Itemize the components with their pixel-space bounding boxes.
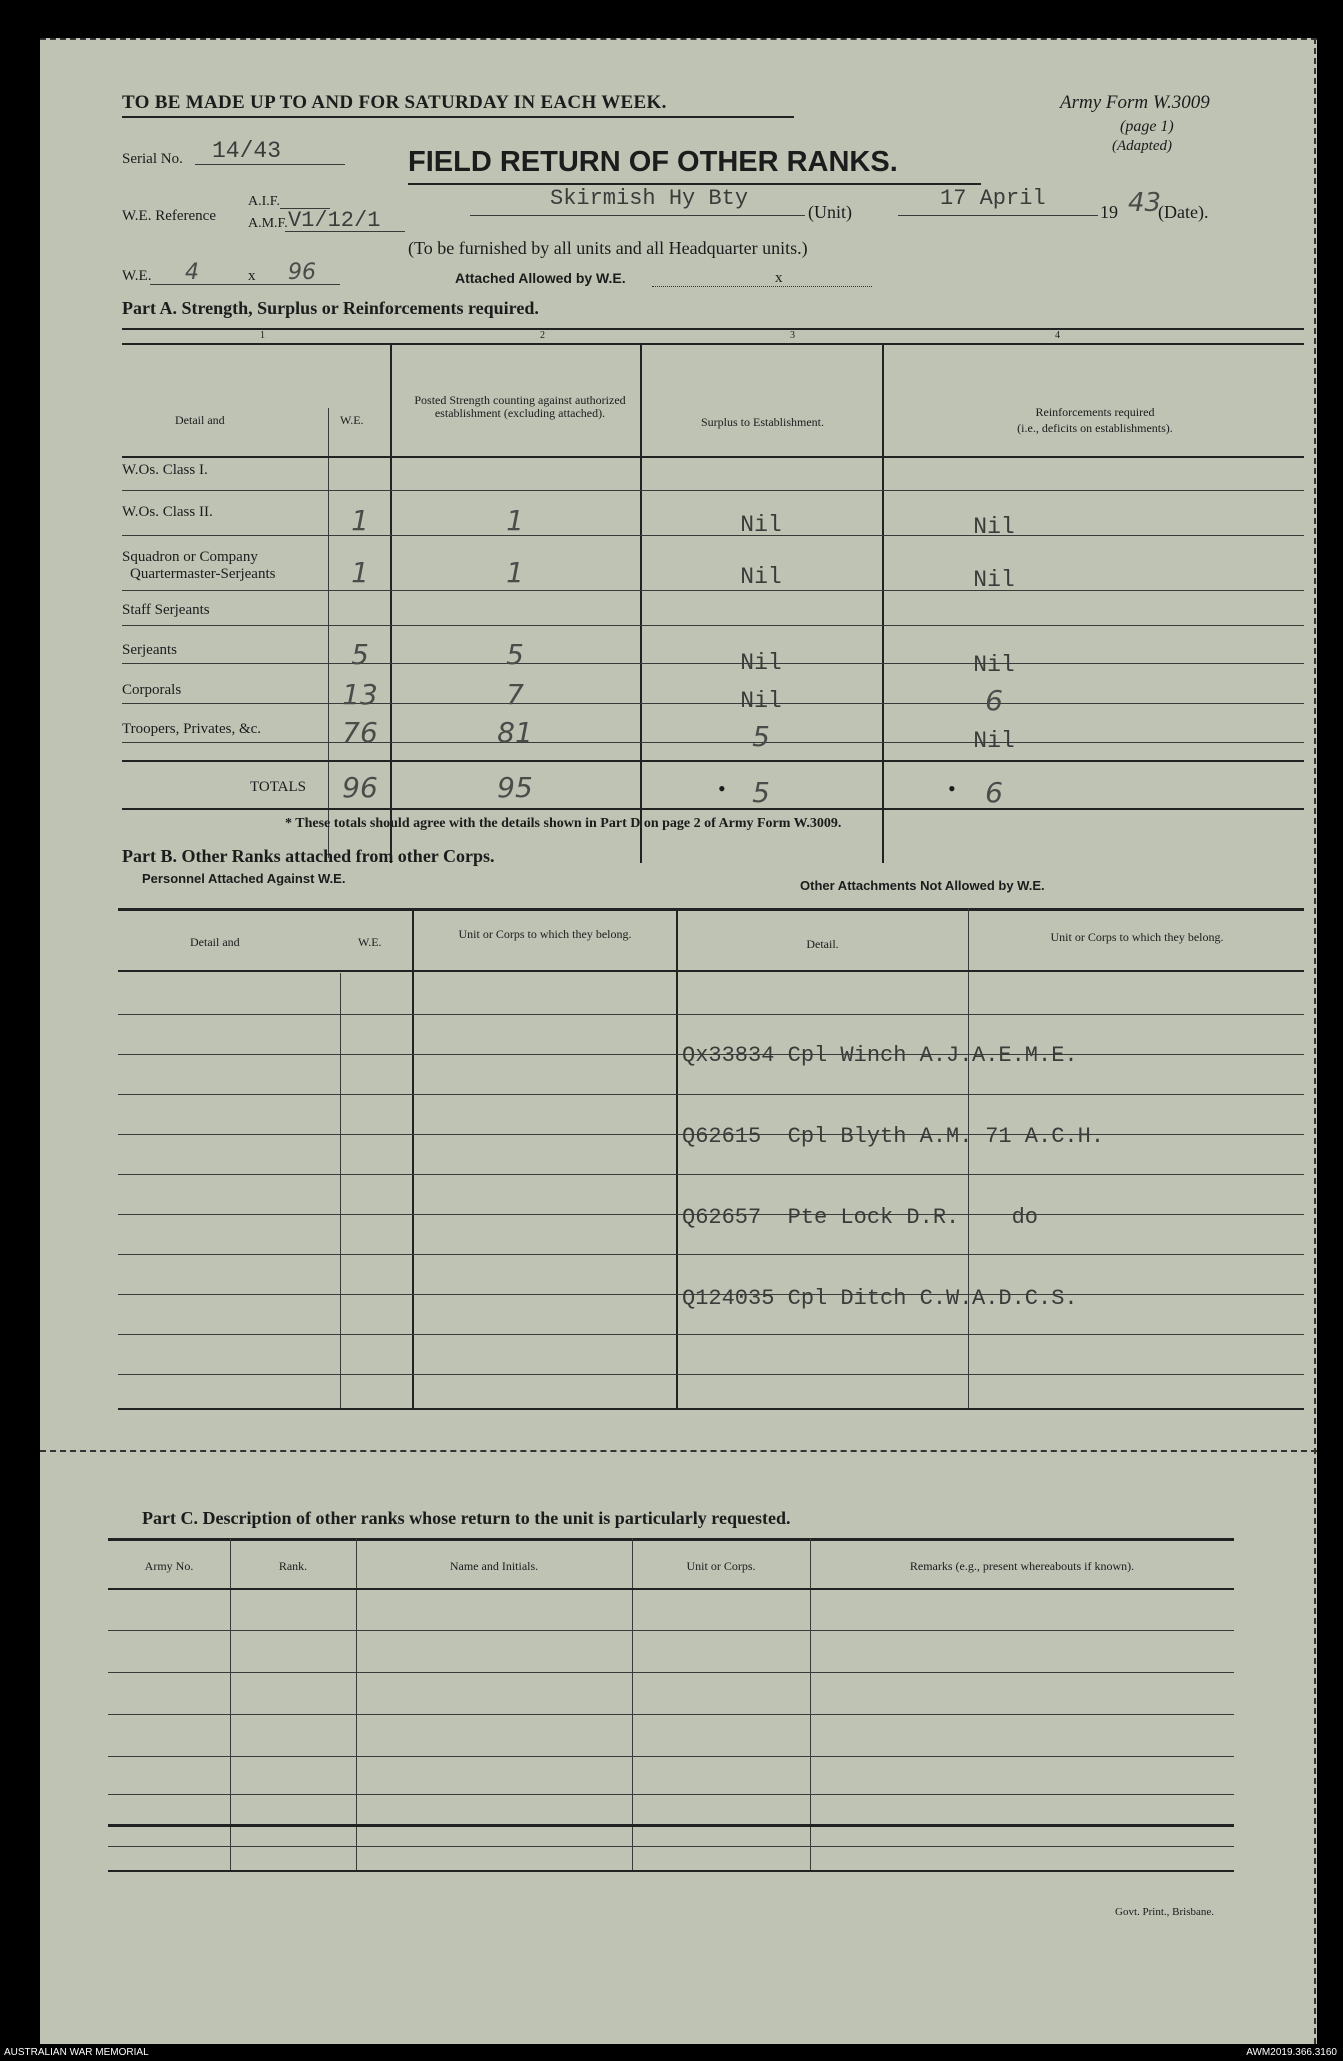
part-c-thick-rule xyxy=(108,1824,1234,1827)
row-label-corporals: Corporals xyxy=(122,682,182,698)
date-label: (Date). xyxy=(1158,202,1209,222)
cell-reinforcements: Nil xyxy=(973,514,1015,540)
col-header-detail: Detail and xyxy=(175,413,225,427)
row-line xyxy=(108,1630,1234,1631)
part-a-heading: Part A. Strength, Surplus or Reinforcements required. xyxy=(122,298,539,318)
unit-value: Skirmish Hy Bty xyxy=(550,186,749,211)
footer-left: AUSTRALIAN WAR MEMORIAL xyxy=(4,2047,149,2058)
part-c-top-rule xyxy=(108,1538,1234,1541)
we-reference-label: W.E. Reference xyxy=(122,208,216,224)
row-line xyxy=(108,1794,1234,1795)
row-line xyxy=(108,1714,1234,1715)
cell-posted-total: 95 xyxy=(497,771,533,804)
header-instruction: TO BE MADE UP TO AND FOR SATURDAY IN EACH WEEK. xyxy=(122,92,667,113)
part-b-heading: Part B. Other Ranks attached from other Corps. xyxy=(122,846,495,866)
adapted-note: (Adapted) xyxy=(1112,138,1172,154)
cell-we: 76 xyxy=(342,716,378,749)
part-c-header-rank: Rank. xyxy=(278,1559,308,1573)
page-ref: (page 1) xyxy=(1120,118,1174,135)
cell-surplus: Nil xyxy=(740,688,782,714)
part-a-num-rule xyxy=(122,343,1304,345)
row-label-serjeants: Serjeants xyxy=(122,642,177,658)
part-b-sub-left: Personnel Attached Against W.E. xyxy=(142,871,346,886)
row-label-cqms-1: Squadron or Company xyxy=(122,549,258,565)
attachment-unit: A.E.M.E. xyxy=(972,1043,1078,1068)
unit-line xyxy=(470,215,805,216)
cell-posted: 5 xyxy=(506,638,524,671)
col-num-1: 1 xyxy=(260,330,265,341)
attachment-detail: Q124035 Cpl Ditch C.W. xyxy=(682,1286,973,1311)
we-label: W.E. xyxy=(122,268,152,284)
row-label-totals: TOTALS xyxy=(250,779,307,795)
col-header-surplus: Surplus to Establishment. xyxy=(701,415,824,429)
right-perforation xyxy=(1314,38,1316,2044)
cell-reinforcements: Nil xyxy=(973,567,1015,593)
part-c-header-rule xyxy=(108,1588,1234,1590)
footer-right: AWM2019.366.3160 xyxy=(1246,2047,1337,2058)
part-b-vline-1 xyxy=(412,908,414,1408)
col-header-reinforcements-sub: (i.e., deficits on establishments). xyxy=(1017,421,1173,435)
footer-bar xyxy=(0,2046,1343,2061)
col-header-reinforcements: Reinforcements required xyxy=(1035,405,1155,419)
col-num-2: 2 xyxy=(540,330,545,341)
cell-surplus: Nil xyxy=(740,564,782,590)
part-c-heading: Part C. Description of other ranks whose return to the unit is particularly requested. xyxy=(142,1508,791,1528)
part-b-bottom-rule xyxy=(118,1408,1304,1410)
amf-value: V1/12/1 xyxy=(288,208,381,233)
cell-reinforcements: 6 xyxy=(985,684,1003,717)
cell-reinforcements: Nil xyxy=(973,652,1015,678)
cell-posted: 1 xyxy=(506,556,524,589)
row-label-wo2: W.Os. Class II. xyxy=(122,504,213,520)
part-b-header-detail: Detail and xyxy=(190,935,240,949)
cell-we: 1 xyxy=(351,556,369,589)
cell-reinforcements-total: 6 xyxy=(985,776,1003,809)
row-label-cqms-2: Quartermaster-Serjeants xyxy=(130,566,276,582)
attachment-unit: 71 A.C.H. xyxy=(972,1124,1105,1149)
amf-label: A.M.F. xyxy=(248,216,288,231)
part-b-vline-2 xyxy=(676,908,678,1408)
cell-reinforcements: Nil xyxy=(973,728,1015,754)
serial-value: 14/43 xyxy=(212,138,282,164)
we-value-2: 96 xyxy=(288,260,316,285)
part-b-top-rule xyxy=(118,908,1304,911)
cell-we: 5 xyxy=(351,638,369,671)
col-num-3: 3 xyxy=(790,330,795,341)
row-line xyxy=(122,490,1304,491)
attachment-unit: do xyxy=(972,1205,1039,1230)
totals-footnote: * These totals should agree with the details shown in Part D on page 2 of Army Form W.3009. xyxy=(285,816,842,831)
cell-surplus: Nil xyxy=(740,512,782,538)
part-b-header-detail-right: Detail. xyxy=(806,937,839,951)
aif-label: A.I.F. xyxy=(248,194,280,209)
serial-label: Serial No. xyxy=(122,151,183,167)
cell-surplus: 5 xyxy=(752,720,770,753)
year-prefix: 19 xyxy=(1100,202,1118,222)
col-num-4: 4 xyxy=(1055,330,1060,341)
date-value: 17 April xyxy=(940,186,1046,211)
we-x: x xyxy=(248,268,256,284)
surplus-total-asterisk: • xyxy=(718,776,726,801)
row-label-staff-serjeants: Staff Serjeants xyxy=(122,602,210,618)
attached-allowed-label: Attached Allowed by W.E. xyxy=(455,270,626,286)
part-b-header-rule xyxy=(118,970,1304,972)
part-b-header-we: W.E. xyxy=(358,935,382,949)
part-b-header-unit-right: Unit or Corps to which they belong. xyxy=(1050,930,1224,944)
cell-posted: 7 xyxy=(506,678,524,711)
cell-we-total: 96 xyxy=(342,771,378,804)
cell-posted: 81 xyxy=(497,716,533,749)
part-c-header-unit: Unit or Corps. xyxy=(686,1559,756,1573)
part-b-sub-right: Other Attachments Not Allowed by W.E. xyxy=(800,878,1045,893)
attached-x: x xyxy=(775,270,783,286)
unit-label: (Unit) xyxy=(808,202,852,222)
attached-dotline xyxy=(652,286,872,287)
top-perforation xyxy=(40,38,1317,40)
part-c-header-name: Name and Initials. xyxy=(449,1559,539,1573)
form-title: FIELD RETURN OF OTHER RANKS. xyxy=(408,146,898,178)
serial-line xyxy=(195,164,345,165)
attachment-unit: A.D.C.S. xyxy=(972,1286,1078,1311)
part-b-vline-we xyxy=(340,973,341,1408)
part-a-top-rule xyxy=(122,328,1304,330)
row-label-troopers: Troopers, Privates, &c. xyxy=(122,721,262,737)
title-underline xyxy=(408,183,981,185)
row-line xyxy=(118,1374,1304,1375)
we-value-1: 4 xyxy=(185,260,199,285)
part-a-header-rule xyxy=(122,456,1304,458)
header-underline xyxy=(122,116,794,118)
year-value: 43 xyxy=(1128,188,1162,218)
row-line xyxy=(122,590,1304,591)
cell-we: 13 xyxy=(342,678,378,711)
attachment-detail: Q62615 Cpl Blyth A.M. xyxy=(682,1124,973,1149)
attachment-row xyxy=(682,988,972,1366)
row-line xyxy=(108,1846,1234,1847)
form-sheet xyxy=(40,38,1317,2044)
cell-posted: 1 xyxy=(506,504,524,537)
col-header-we: W.E. xyxy=(340,413,364,427)
part-c-header-remarks: Remarks (e.g., present whereabouts if known). xyxy=(909,1559,1135,1573)
attachment-unit-col xyxy=(972,988,1104,1366)
furnish-note: (To be furnished by all units and all Headquarter units.) xyxy=(408,238,808,258)
cell-we: 1 xyxy=(351,504,369,537)
part-c-bottom-rule xyxy=(108,1870,1234,1872)
amf-line xyxy=(285,231,405,232)
col-header-posted: Posted Strength counting against authorized establishment (excluding attached). xyxy=(414,393,626,420)
printer-note: Govt. Print., Brisbane. xyxy=(1115,1906,1214,1918)
army-form-no: Army Form W.3009 xyxy=(1060,92,1210,113)
cell-surplus: Nil xyxy=(740,650,782,676)
cell-surplus-total: 5 xyxy=(752,776,770,809)
reinforcements-total-asterisk: • xyxy=(948,776,956,801)
part-a-vline-we xyxy=(328,408,329,858)
row-line xyxy=(108,1672,1234,1673)
date-line xyxy=(898,215,1098,216)
part-b-header-unit: Unit or Corps to which they belong. xyxy=(458,927,632,941)
attachment-detail: Q62657 Pte Lock D.R. xyxy=(682,1205,960,1230)
part-c-header-army-no: Army No. xyxy=(144,1559,194,1573)
row-label-wo1: W.Os. Class I. xyxy=(122,462,208,478)
row-line xyxy=(108,1756,1234,1757)
attachment-detail: Qx33834 Cpl Winch A.J. xyxy=(682,1043,973,1068)
perforation-line xyxy=(40,1450,1317,1452)
row-line xyxy=(122,625,1304,626)
totals-rule xyxy=(122,760,1304,762)
